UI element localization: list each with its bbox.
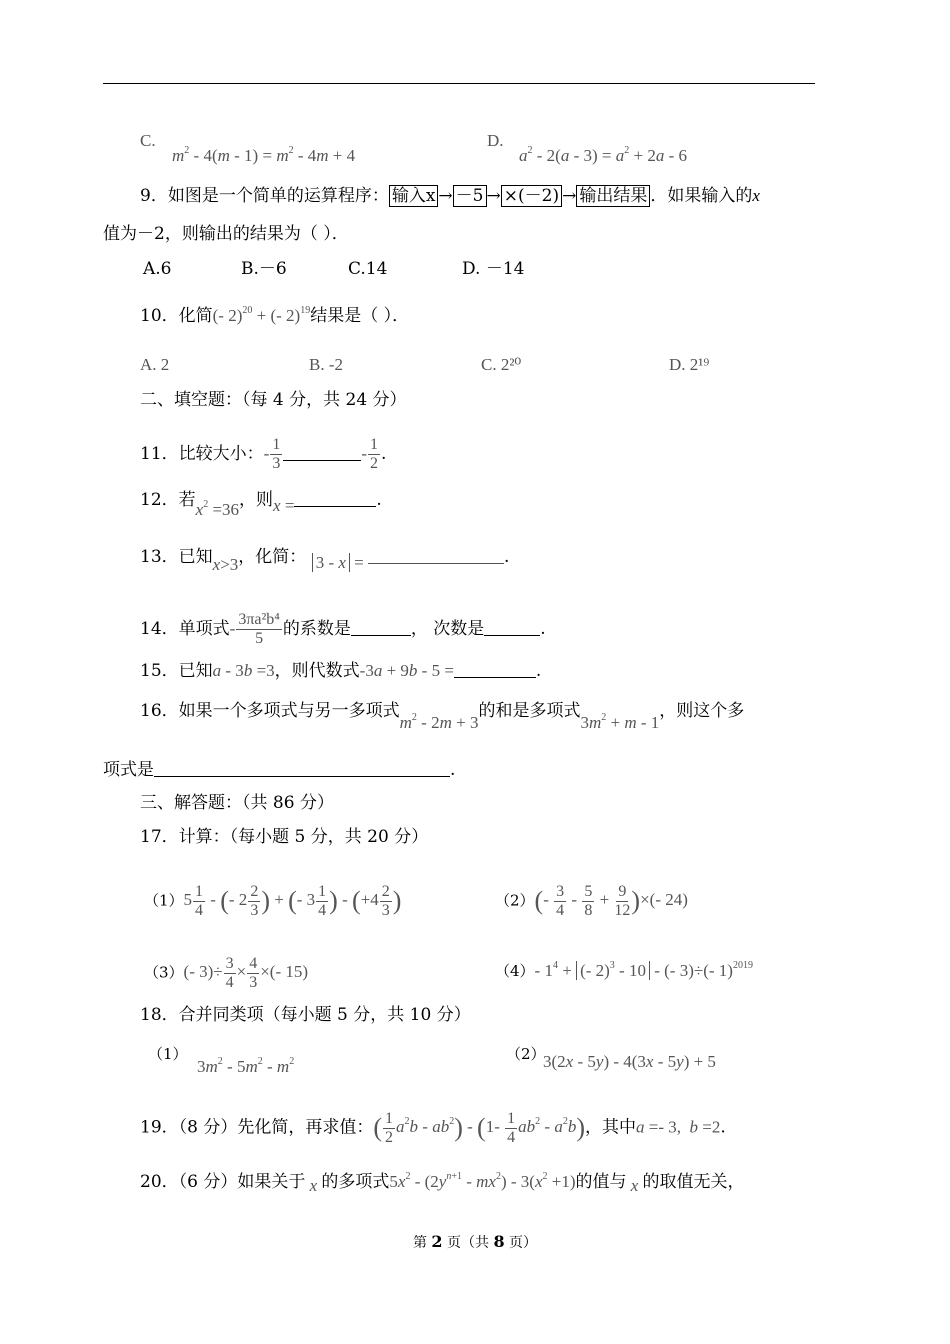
answer-blank[interactable] [484,619,540,636]
q10-stem: 10．化简(- 2)$^{20}$ + (- 2)$^{19}$结果是（ ）． [140,305,410,326]
q17-sub4: （4）- $1^4$ + (- 2)$^3$ - 10 - (- 3)÷(- 1)$^{2019}$ [495,960,753,980]
q18-sub1-label: （1） [148,1045,188,1063]
section-fill-in-heading: 二、填空题：（每 4 分，共 24 分） [140,390,407,410]
q17-title: 17．计算：（每小题 5 分，共 20 分） [140,827,429,847]
q11-stem: 11．比较大小：- $\frac{1}{3}$ - $\frac{1}{2}$ . [140,436,387,472]
q8-option-c-expr: $m^2 - 4(m - 1) = m^2 - 4m + 4$ [172,145,356,165]
page-number: 2 [431,1232,443,1251]
q13-stem: 13．已知x>3，化简： 3 - x = . [140,547,510,574]
q9-option-c: C.14 [348,259,388,279]
q18-sub2-expr: 3(2x - 5y) - 4(3x - 5y) + 5 [543,1052,716,1071]
q9-stem-line2: 值为－2，则输出的结果为（ ）． [103,224,349,244]
q10-option-b: B. -2 [309,355,343,374]
q17-sub2: （2）(- $\frac{3}{4}$ - $\frac{5}{8}$ + $\frac{9}{12}$ )×(- 24) [495,883,688,919]
answer-blank[interactable] [351,619,411,636]
answer-blank[interactable] [454,661,536,678]
q16-stem-line2: 项式是 . [103,760,456,780]
q14-stem: 14．单项式- $\frac{\text{3πa²b⁴}}{5}$ 的系数是 ， 次数是 . [140,611,546,647]
q15-stem: 15．已知a - 3b =3，则代数式-3a + 9b - 5 = . [140,661,542,681]
q18-sub1-expr: $3m^2 - 5m^2 - m^2$ [197,1056,295,1076]
q18-sub2-label: （2） [506,1045,546,1063]
flow-box-input: 输入x [389,185,439,207]
q8-option-d: D. [487,131,504,150]
q9-stem: 9．如图是一个简单的运算程序： 输入x → －5 → ×(－2) → 输出结果 ．如果输入的x [140,186,760,206]
q10-option-c: C. 2²⁰ [481,355,522,374]
q12-stem: 12．若$x^2 =36$，则x = . [140,490,382,519]
answer-blank[interactable] [154,760,450,777]
answer-blank[interactable] [283,444,361,461]
q9-option-a: A.6 [143,259,172,279]
flow-box-output: 输出结果 [576,185,650,207]
q16-stem: 16．如果一个多项式与另一多项式$m^2 - 2m + 3$的和是多项式$3m^2 + m - 1$，则这个多 [140,701,745,732]
section-solutions-heading: 三、解答题：（共 86 分） [140,793,334,813]
q20-stem: 20．（6 分）如果关于 x 的多项式$5x^2 - (2y^{n+1} - mx^2) - 3(x^2 +1)$的值与 x 的取值无关， [140,1171,745,1195]
q9-option-d: D. －14 [462,259,525,279]
q17-sub3: （3）(- 3)÷ $\frac{3}{4}$ × $\frac{4}{3}$ ×(- 15) [144,955,309,991]
flow-arrow: → [438,186,453,206]
page-footer: 第 2 页（共 8 页） [412,1232,538,1251]
q8-option-d-expr: $a^2 - 2(a - 3) = a^2 + 2a - 6$ [519,145,688,165]
answer-blank[interactable] [294,490,376,507]
q18-title: 18．合并同类项（每小题 5 分，共 10 分） [140,1005,471,1025]
q17-sub1: （1）5 $\frac{1}{4}$ - (- 2 $\frac{2}{3}$ ) + (- 3 $\frac{1}{4}$ ) - (+4 $\frac{2}{3}$ ) [144,883,402,919]
flow-box-minus5: －5 [453,185,487,207]
header-rule [103,83,815,84]
page-total: 8 [493,1232,505,1251]
q9-option-b: B.－6 [241,259,287,279]
flow-arrow: → [562,186,577,206]
flow-box-times: ×(－2) [501,185,562,207]
q10-option-d: D. 2¹⁹ [669,355,710,374]
flow-arrow: → [486,186,501,206]
q10-option-a: A. 2 [140,355,170,374]
q8-option-c: C. [140,131,156,150]
answer-blank[interactable] [368,547,504,564]
q19-stem: 19．（8 分）先化简，再求值：( $\frac{1}{2}$ $a^2b - ab^2) - (1-$ $\frac{1}{4}$ $ab^2 - a^2b$)，其中a =- 3, b =2. [140,1110,726,1146]
